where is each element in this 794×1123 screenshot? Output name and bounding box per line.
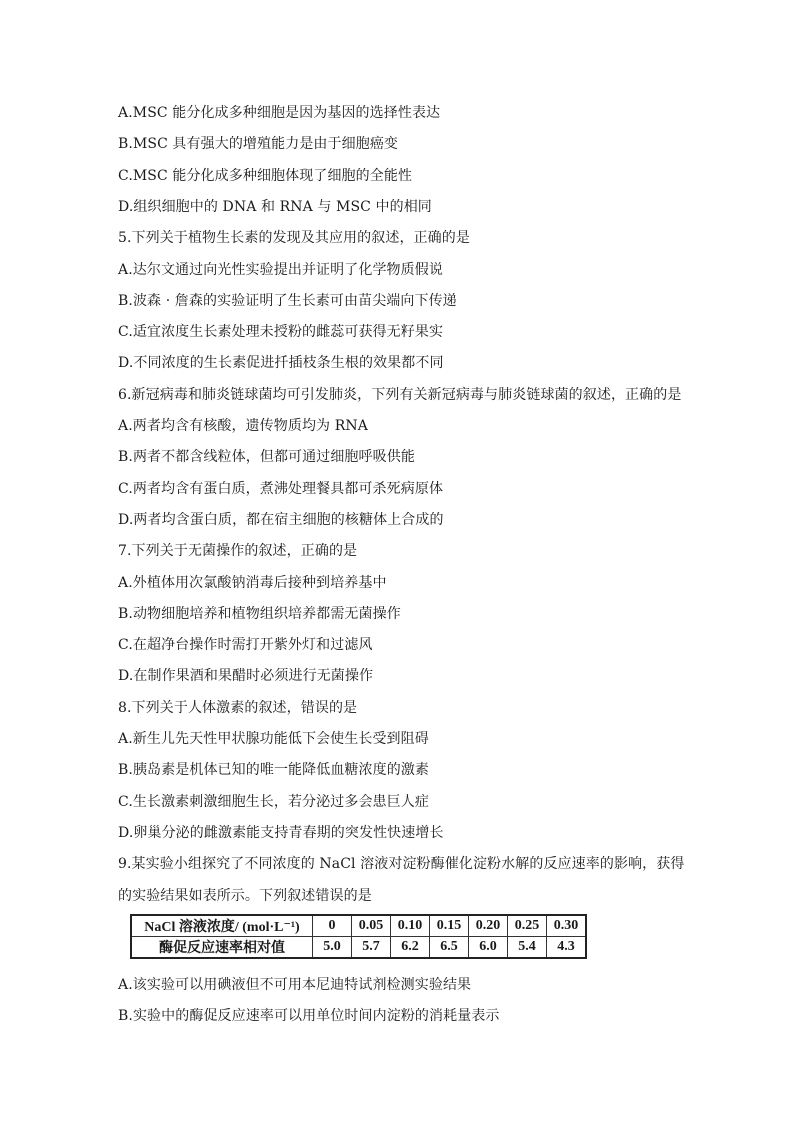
concentration-cell: 0.25 [508, 915, 547, 937]
text-line: A.两者均含有核酸，遗传物质均为 RNA [118, 418, 368, 434]
concentration-cell: 0.10 [391, 915, 430, 937]
text-line: A.达尔文通过向光性实验提出并证明了化学物质假说 [118, 262, 443, 278]
text-line: A.外植体用次氯酸钠消毒后接种到培养基中 [118, 575, 387, 591]
text-line: D.在制作果酒和果醋时必须进行无菌操作 [118, 668, 374, 684]
text-line: C.MSC 能分化成多种细胞体现了细胞的全能性 [118, 168, 413, 184]
rate-cell: 5.7 [352, 937, 391, 959]
rate-cell: 4.3 [547, 937, 587, 959]
text-line: C.生长激素刺激细胞生长，若分泌过多会患巨人症 [118, 794, 429, 810]
concentration-cell: 0.30 [547, 915, 587, 937]
concentration-cell: 0.05 [352, 915, 391, 937]
text-line: D.卵巢分泌的雌激素能支持青春期的突发性快速增长 [118, 825, 444, 841]
rate-cell: 6.5 [430, 937, 469, 959]
text-line: B.实验中的酶促反应速率可以用单位时间内淀粉的消耗量表示 [118, 1008, 500, 1024]
text-line: 5.下列关于植物生长素的发现及其应用的叙述，正确的是 [118, 230, 470, 246]
results-table-wrap [130, 914, 587, 959]
text-line: B.动物细胞培养和植物组织培养都需无菌操作 [118, 606, 401, 622]
text-line: C.适宜浓度生长素处理未授粉的雌蕊可获得无籽果实 [118, 324, 444, 340]
text-line: 9.某实验小组探究了不同浓度的 NaCl 溶液对淀粉酶催化淀粉水解的反应速率的影响，获得 [118, 856, 685, 872]
text-line: D.组织细胞中的 DNA 和 RNA 与 MSC 中的相同 [118, 199, 432, 215]
rate-cell: 6.2 [391, 937, 430, 959]
text-line: B.波森 · 詹森的实验证明了生长素可由苗尖端向下传递 [118, 293, 457, 309]
text-line: A.新生儿先天性甲状腺功能低下会使生长受到阻碍 [118, 731, 429, 747]
text-line: A.MSC 能分化成多种细胞是因为基因的选择性表达 [118, 105, 441, 121]
text-line: C.在超净台操作时需打开紫外灯和过滤风 [118, 637, 373, 653]
table-row-rate [131, 937, 586, 959]
concentration-cell: 0 [313, 915, 352, 937]
text-line: 8.下列关于人体激素的叙述，错误的是 [118, 700, 358, 716]
concentration-cell: 0.20 [469, 915, 508, 937]
text-line: B.两者不都含线粒体，但都可通过细胞呼吸供能 [118, 449, 415, 465]
text-line: A.该实验可以用碘液但不可用本尼迪特试剂检测实验结果 [118, 977, 472, 993]
text-line: 的实验结果如表所示。下列叙述错误的是 [118, 888, 372, 904]
text-line: D.不同浓度的生长素促进扦插枝条生根的效果都不同 [118, 355, 444, 371]
concentration-cell: 0.15 [430, 915, 469, 937]
text-line: B.胰岛素是机体已知的唯一能降低血糖浓度的激素 [118, 762, 430, 778]
rate-cell: 5.4 [508, 937, 547, 959]
text-line: C.两者均含有蛋白质，煮沸处理餐具都可杀死病原体 [118, 481, 444, 497]
text-line: 7.下列关于无菌操作的叙述，正确的是 [118, 543, 358, 559]
text-line: B.MSC 具有强大的增殖能力是由于细胞癌变 [118, 136, 399, 152]
rate-cell: 5.0 [313, 937, 352, 959]
results-table [130, 914, 587, 959]
table-row-concentration [131, 915, 586, 937]
text-line: D.两者均含蛋白质，都在宿主细胞的核糖体上合成的 [118, 512, 444, 528]
rate-cell: 6.0 [469, 937, 508, 959]
text-line: 6.新冠病毒和肺炎链球菌均可引发肺炎，下列有关新冠病毒与肺炎链球菌的叙述，正确的是 [118, 387, 682, 403]
row-label-concentration: NaCl 溶液浓度/ (mol·L⁻¹) [131, 915, 313, 937]
row-label-rate: 酶促反应速率相对值 [131, 937, 313, 959]
